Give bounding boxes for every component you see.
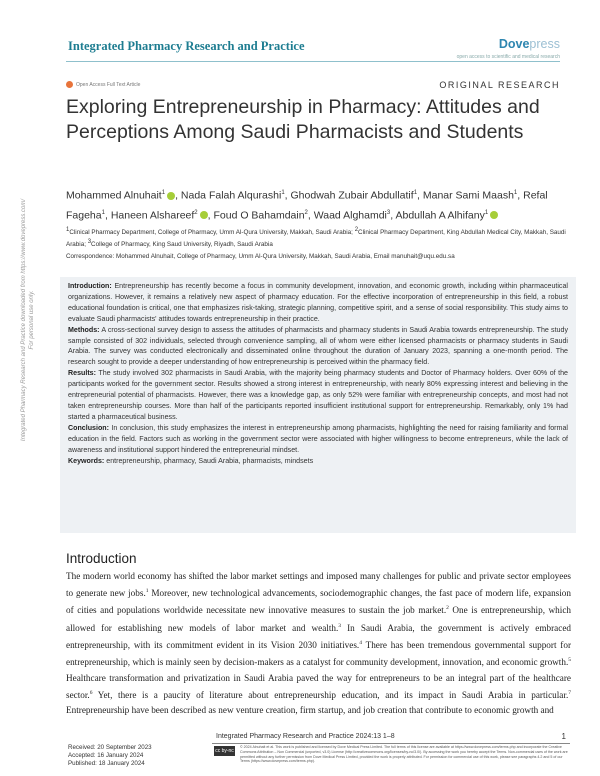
publisher-tagline: open access to scientific and medical research <box>456 54 560 60</box>
footer-rule <box>212 743 570 744</box>
article-type: ORIGINAL RESEARCH <box>439 80 560 90</box>
publisher-name-bold: Dove <box>498 37 530 51</box>
intro-sentence: Yet, there is a paucity of literature about entrepreneurship education, and its impact in Saudi Arabia in particular. <box>92 689 569 700</box>
author-affiliation-ref: 3 <box>386 209 391 216</box>
abstract-conclusion: In conclusion, this study emphasizes the interest in entrepreneurship among pharmacists, highlighting the need for raising familiarity and formal education in the field. Factors such as working in the government sector were associated with higher willingness to become entrepreneurs, while the lack of awareness and institutional support hindered the entrepreneurial mindset. <box>68 423 568 454</box>
citation-ref[interactable]: 4 <box>359 640 362 646</box>
article-dates <box>68 744 152 768</box>
intro-sentence: There has been tremendous governmental support for entrepreneurship, which is mainly seen by decision-makers as a catalyst for community development, innovation, and economic growth. <box>66 640 572 668</box>
header-rule <box>66 61 560 62</box>
open-access-icon <box>66 81 73 88</box>
footer-citation: Integrated Pharmacy Research and Practice 2024:13 1–8 <box>216 733 395 740</box>
author-affiliation-ref: 1 <box>413 190 418 196</box>
intro-sentence: Entrepreneurship have been described as new venture creation, firm startup, and job creation that contribute to economic growth and <box>66 705 554 715</box>
affiliation-3: College of Pharmacy, King Saud University, Riyadh, Saudi Arabia <box>91 240 273 248</box>
intro-sentence: One is entrepreneurship, which allowed for establishing new models of labor market and wealth. <box>66 605 571 633</box>
author-name[interactable]: Refal Fageha <box>66 189 548 221</box>
open-access-label <box>66 81 140 88</box>
abstract-intro-label: Introduction: <box>68 282 112 290</box>
citation-ref[interactable]: 1 <box>145 588 149 595</box>
article-title: Exploring Entrepreneurship in Pharmacy: Attitudes and Perceptions Among Saudi Pharmacists and Students <box>66 96 540 143</box>
author-name[interactable]: Ghodwah Zubair Abdullatif <box>290 189 414 202</box>
download-watermark <box>0 170 60 460</box>
author-affiliation-ref: 1 <box>161 190 166 196</box>
introduction-body <box>66 569 571 718</box>
author-name[interactable]: Haneen Alshareef <box>110 209 195 221</box>
orcid-icon[interactable] <box>167 192 175 200</box>
author-affiliation-ref: 1 <box>281 190 285 196</box>
citation-ref[interactable]: 2 <box>446 605 449 612</box>
license-text: © 2024 Alnuhait et al. This work is published and licensed by Dove Medical Press Limited. The full terms of this license are available at https://www.dovepress.com/terms.php and incorporate the Creative Commons Attribution – Non Commercial (unported, v3.0) License (http://creativecommons.org/licenses/by-nc/3.0/). By accessing the work you hereby accept the Terms. Non-commercial uses of the work are permitted without any further permission from Dove Medical Press Limited, provided the work is properly attributed. For permission for commercial use of this work, please see paragraphs 4.2 and 5 of our Terms (https://www.dovepress.com/terms.php). <box>240 745 568 764</box>
abstract-intro: Entrepreneurship has recently become a focus in community development, innovation, and economic growth, including within pharmaceutical organizations. However, it remains a relatively new aspect of pharmacy education. For the effective incorporation of entrepreneurship in this field, a robust educational foundation is critical, one that emphasizes risk-taking, strategic planning, competitive spirit, and a sense of social responsibility. This study aims to evaluate Saudi pharmacists' attitudes towards entrepreneurship in their practice. <box>68 282 569 323</box>
author-name[interactable]: Waad Alghamdi <box>313 209 387 221</box>
citation-ref[interactable]: 6 <box>89 689 93 696</box>
affiliation-1: Clinical Pharmacy Department, College of Pharmacy, Umm Al-Qura University, Makkah, Saudi Arabia; <box>69 229 355 237</box>
orcid-icon[interactable] <box>490 211 498 219</box>
abstract-results-label: Results: <box>68 369 96 378</box>
publisher-name-light: press <box>529 37 560 51</box>
correspondence: Correspondence: Mohammed Alnuhait, College of Pharmacy, Umm Al-Qura University, Makkah, Saudi Arabia, Email manuhait@uqu.edu.sa <box>66 253 455 260</box>
intro-sentence: Moreover, new technological advancements, sociodemographic changes, the fast pace of modern life, expansion of cities and populations worldwide necessitate new innovative measures to sustain the job market. <box>66 588 571 616</box>
intro-sentence: Healthcare transformation and privatization in Saudi Arabia paved the way for entrepreneurs to be an integral part of the healthcare sector. <box>66 672 571 700</box>
keywords-label: Keywords: <box>68 456 105 465</box>
open-access-text: Open Access Full Text Article <box>76 81 141 88</box>
abstract-methods-label: Methods: <box>68 325 100 334</box>
watermark-line-1: Integrated Pharmacy Research and Practice downloaded from https://www.dovepress.com/ <box>21 198 27 442</box>
accepted-date: Accepted: 16 January 2024 <box>68 752 144 759</box>
affiliation-2: Clinical Pharmacy Department, King Abdullah Medical City, Makkah, Saudi Arabia; <box>66 229 566 248</box>
published-date: Published: 18 January 2024 <box>68 760 145 767</box>
section-heading-introduction: Introduction <box>66 551 137 566</box>
citation-ref[interactable]: 3 <box>338 622 342 629</box>
author-name[interactable]: Nada Falah Alqurashi <box>180 189 282 202</box>
citation-ref[interactable]: 5 <box>568 657 571 664</box>
keywords: entrepreneurship, pharmacy, Saudi Arabia, pharmacists, mindsets <box>106 456 314 465</box>
abstract-conclusion-label: Conclusion: <box>68 423 109 432</box>
author-list: Mohammed Alnuhait$^1$ , Nada Falah Alqurashi$^1$, Ghodwah Zubair Abdullatif$^1$, Manar Sami Maash$^1$, Refal Fageha$^1$, Haneen Alshareef$^2$ , Foud O Bahamdain$^2$, Waad Alghamdi$^3$, Abdullah A Alhifany$^1$ <box>66 189 548 221</box>
page-number: 1 <box>561 732 566 741</box>
publisher-logo <box>499 37 560 51</box>
intro-sentence: In Saudi Arabia, the government is actively embraced entrepreneurship, with its commitment evident in its Vision 2030 initiatives. <box>66 622 571 651</box>
journal-name: Integrated Pharmacy Research and Practice <box>68 39 305 53</box>
author-affiliation-ref: 1 <box>484 209 489 216</box>
cc-license-badge[interactable]: cc by-nc <box>215 748 234 754</box>
author-affiliation-ref: 1 <box>513 190 518 196</box>
watermark-line-2: For personal use only. <box>29 290 35 350</box>
author-affiliation-ref: 2 <box>194 209 198 216</box>
author-affiliation-ref: 1 <box>101 209 105 216</box>
author-affiliation-ref: 2 <box>304 209 308 216</box>
received-date: Received: 20 September 2023 <box>68 744 152 751</box>
author-name[interactable]: Abdullah A Alhifany <box>395 209 485 221</box>
abstract-box <box>60 277 576 533</box>
abstract-results: The study involved 302 pharmacists in Saudi Arabia, with the majority being pharmacy students and Doctor of Pharmacy holders. Over 60% of the participants worked for the government sector. Results showed a strong interest in entrepreneurship, with nearly 80% expressing interest and believing in the entrepreneurial potential of pharmacists. However, there was a knowledge gap, as only 52% were familiar with entrepreneurship concepts, and most had not taken entrepreneurship courses. More than half of the participants reported insufficient institutional support for entrepreneurship. Remarkably, only 1% had started a pharmaceutical business. <box>68 369 569 421</box>
author-name[interactable]: Mohammed Alnuhait <box>66 189 162 202</box>
intro-sentence: The modern world economy has shifted the labor market settings and imposed many challenges for public and private sector employees to generate new jobs. <box>66 571 571 599</box>
affiliations: $^1$Clinical Pharmacy Department, College of Pharmacy, Umm Al-Qura University, Makkah, Saudi Arabia; $^2$Clinical Pharmacy Department, King Abdullah Medical City, Makkah, Saudi Arabia; $^3$College of Pharmacy, King Saud University, Riyadh, Saudi Arabia <box>66 227 566 248</box>
author-name[interactable]: Manar Sami Maash <box>422 189 514 202</box>
author-name[interactable]: Foud O Bahamdain <box>213 209 305 221</box>
abstract-methods: A cross-sectional survey design to assess the attitudes of pharmacists and pharmacy students in Saudi Arabia towards entrepreneurship. The study sample consisted of 302 individuals, selected through convenience sampling, all of whom were either licensed pharmacists or pharmacy students in Saudi Arabia. The survey was conducted electronically and disseminated online throughout the duration of January 2023, spanning a one-month period. The research sought to provide a deeper understanding of how entrepreneurship is perceived within the pharmacy field. <box>68 325 568 367</box>
orcid-icon[interactable] <box>200 211 208 219</box>
citation-ref[interactable]: 7 <box>568 689 571 696</box>
